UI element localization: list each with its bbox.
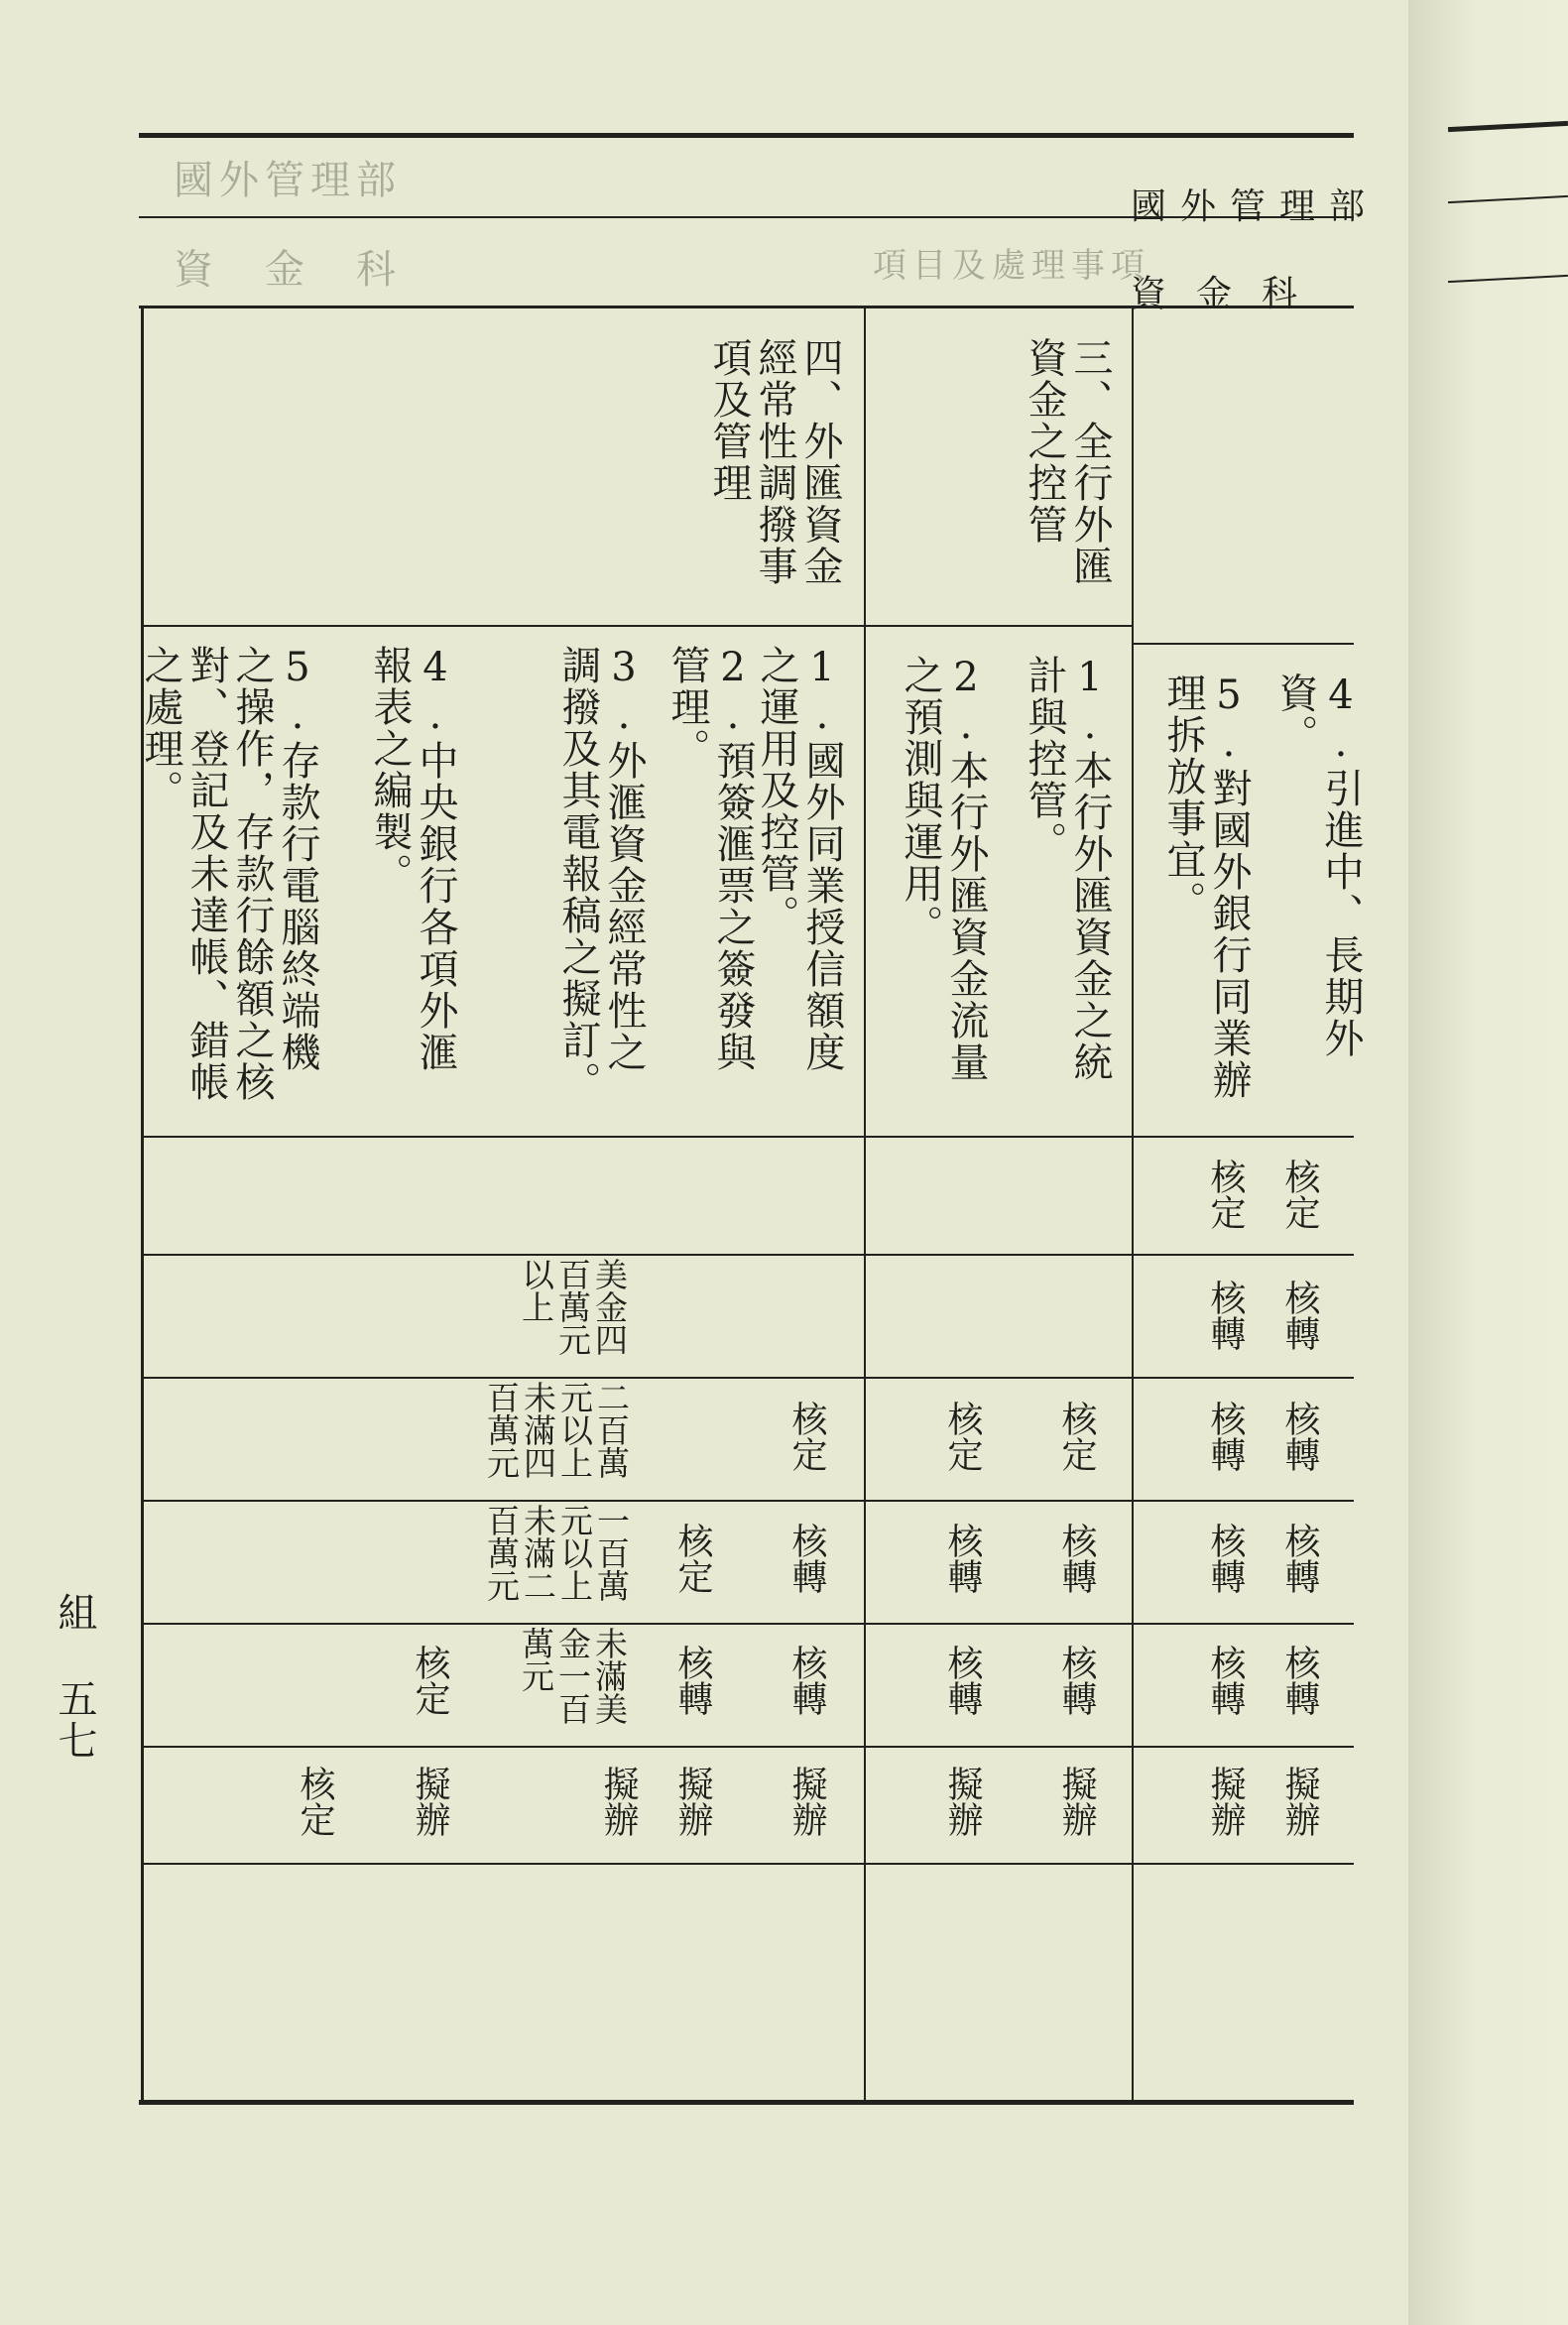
top-rule	[139, 133, 1354, 138]
level-line-1	[144, 1136, 1354, 1138]
item-text: 2.預簽滙票之簽發與管理。	[664, 645, 756, 1073]
mark: 擬辦	[1056, 1766, 1097, 1837]
category-title: 四、外匯資金經常性調撥事項及管理	[706, 337, 843, 587]
category-title: 三、全行外匯資金之控管	[1022, 337, 1113, 587]
mark: 擬辦	[1279, 1766, 1320, 1837]
mark: 擬辦	[410, 1766, 450, 1837]
item-text: 4.中央銀行各項外滙報表之編製。	[367, 645, 458, 1073]
item-text: 3.外滙資金經常性之調撥及其電報稿之擬訂。	[555, 645, 647, 1103]
level-line-7	[144, 1863, 1354, 1865]
mark: 核轉	[786, 1645, 827, 1716]
mark: 核轉	[1205, 1523, 1246, 1594]
mark: 核轉	[942, 1523, 983, 1594]
level-line-6	[144, 1746, 1354, 1748]
threshold: 美金四百萬元以上	[517, 1258, 629, 1356]
mark: 核轉	[1205, 1645, 1246, 1716]
item-text: 5.對國外銀行同業辦理拆放事宜。	[1160, 673, 1252, 1101]
bleed-through: 資 金 科	[174, 247, 402, 293]
mark: 核定	[295, 1766, 335, 1837]
divider-rowgroup-2	[864, 306, 866, 2103]
mark: 核轉	[942, 1645, 983, 1716]
threshold: 未滿美金一百萬元	[517, 1627, 629, 1725]
section-title: 資金科	[1131, 274, 1328, 314]
mark: 核轉	[1056, 1645, 1097, 1716]
department-title: 國外管理部	[1131, 186, 1380, 227]
level-line-5	[144, 1623, 1354, 1625]
mark: 核轉	[1279, 1401, 1320, 1472]
mark: 擬辦	[598, 1766, 639, 1837]
mark: 核定	[942, 1401, 983, 1472]
mark: 擬辦	[942, 1766, 983, 1837]
margin-label: 組	[52, 1592, 97, 1634]
mark: 核轉	[1056, 1523, 1097, 1594]
divider-rowgroup-1	[1132, 306, 1134, 2103]
item-text: 1.本行外匯資金之統計與控管。	[1022, 655, 1113, 1083]
mark: 核轉	[1279, 1280, 1320, 1351]
left-border	[141, 306, 144, 2103]
page-number: 五七	[52, 1678, 97, 1762]
threshold: 一百萬元以上未滿二百萬元	[482, 1504, 631, 1602]
bottom-rule	[139, 2100, 1354, 2105]
adjacent-rule	[1448, 275, 1568, 283]
mark: 核轉	[1205, 1280, 1246, 1351]
mark: 核轉	[786, 1523, 827, 1594]
mark: 核定	[672, 1523, 713, 1594]
mark: 核定	[1056, 1401, 1097, 1472]
level-line-2	[144, 1254, 1354, 1256]
item-text: 1.國外同業授信額度之運用及控管。	[754, 645, 845, 1073]
mark: 擬辦	[786, 1766, 827, 1837]
bleed-through: 國外管理部	[174, 158, 402, 203]
mark: 核轉	[1279, 1645, 1320, 1716]
category-divider-a	[866, 625, 1132, 627]
mark: 擬辦	[672, 1766, 713, 1837]
mark: 核定	[1279, 1159, 1320, 1230]
threshold: 二百萬元以上未滿四百萬元	[482, 1381, 631, 1479]
item-text: 5.存款行電腦終端機之操作，存款行餘額之核對、登記及未達帳、錯帳之處理。	[138, 645, 320, 1103]
item-text: 4.引進中、長期外資。	[1272, 673, 1364, 1059]
mark: 核轉	[1279, 1523, 1320, 1594]
category-divider-c	[144, 625, 864, 627]
level-line-3	[144, 1377, 1354, 1379]
adjacent-rule	[1448, 121, 1568, 132]
adjacent-rule	[1448, 195, 1568, 203]
mark: 核轉	[1205, 1401, 1246, 1472]
mark: 核定	[786, 1401, 827, 1472]
mark: 核定	[1205, 1159, 1246, 1230]
level-line-4	[144, 1500, 1354, 1502]
mark: 擬辦	[1205, 1766, 1246, 1837]
mark: 核轉	[672, 1645, 713, 1716]
bleed-through: 項目及處理事項	[873, 246, 1150, 286]
adjacent-page-edge	[1408, 0, 1568, 2325]
item-text: 2.本行外匯資金流量之預測與運用。	[898, 655, 989, 1083]
category-divider-b	[1134, 643, 1354, 645]
mark: 核定	[410, 1645, 450, 1716]
